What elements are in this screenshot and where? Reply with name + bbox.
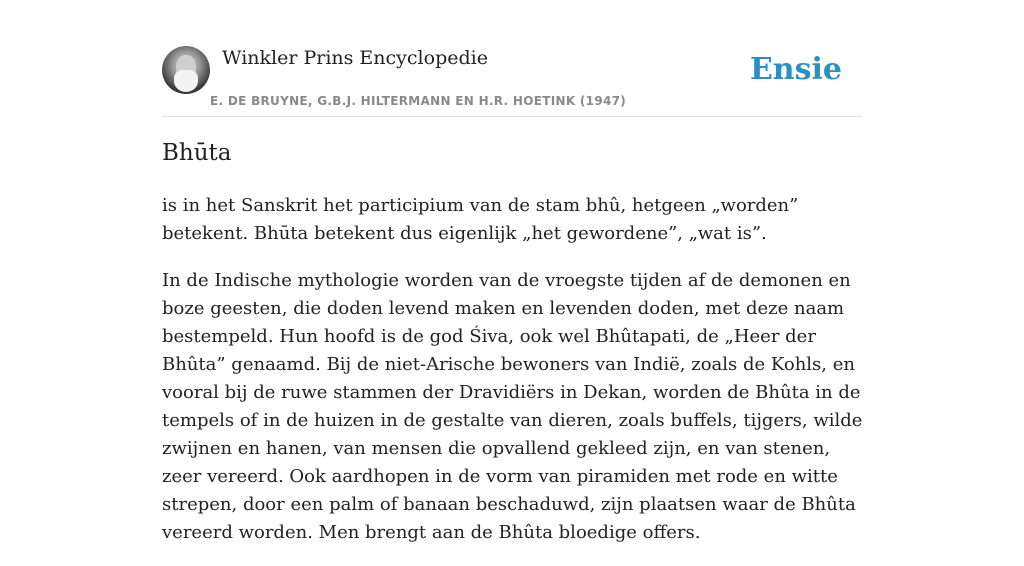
site-header <box>162 46 862 117</box>
ensie-logo[interactable]: Ensie <box>749 52 842 87</box>
site-title[interactable]: Winkler Prins Encyclopedie <box>222 47 488 69</box>
avatar-beard <box>174 70 198 92</box>
article-title: Bhūta <box>162 140 232 166</box>
authors-line: E. DE BRUYNE, G.B.J. HILTERMANN EN H.R. HOETINK (1947) <box>210 94 627 108</box>
paragraph-2: In de Indische mythologie worden van de vroegste tijden af de demonen en boze geesten, die doden levend maken en levenden doden, met deze naam bestempeld. Hun hoofd is de god Śiva, ook wel Bhûtapati, de „Heer der Bhûta” genaamd. Bij de niet-Arische bewoners van Indië, zoals de Kohls, en vooral bij de ruwe stammen der Dravidiërs in Dekan, worden de Bhûta in de tempels of in de huizen in de gestalte van dieren, zoals buffels, tijgers, wilde zwijnen en hanen, van mensen die opvallend gekleed zijn, en van stenen, zeer vereerd. Ook aardhopen in de vorm van piramiden met rode en witte strepen, door een palm of banaan beschaduwd, zijn plaatsen waar de Bhûta vereerd worden. Men brengt aan de Bhûta bloedige offers. <box>162 270 863 543</box>
author-avatar <box>162 46 210 94</box>
paragraph-1: is in het Sanskrit het participium van de stam bhû, hetgeen „worden” betekent. Bhūta betekent dus eigenlijk „het gewordene”, „wat is”. <box>162 195 799 244</box>
article-body <box>162 192 867 566</box>
